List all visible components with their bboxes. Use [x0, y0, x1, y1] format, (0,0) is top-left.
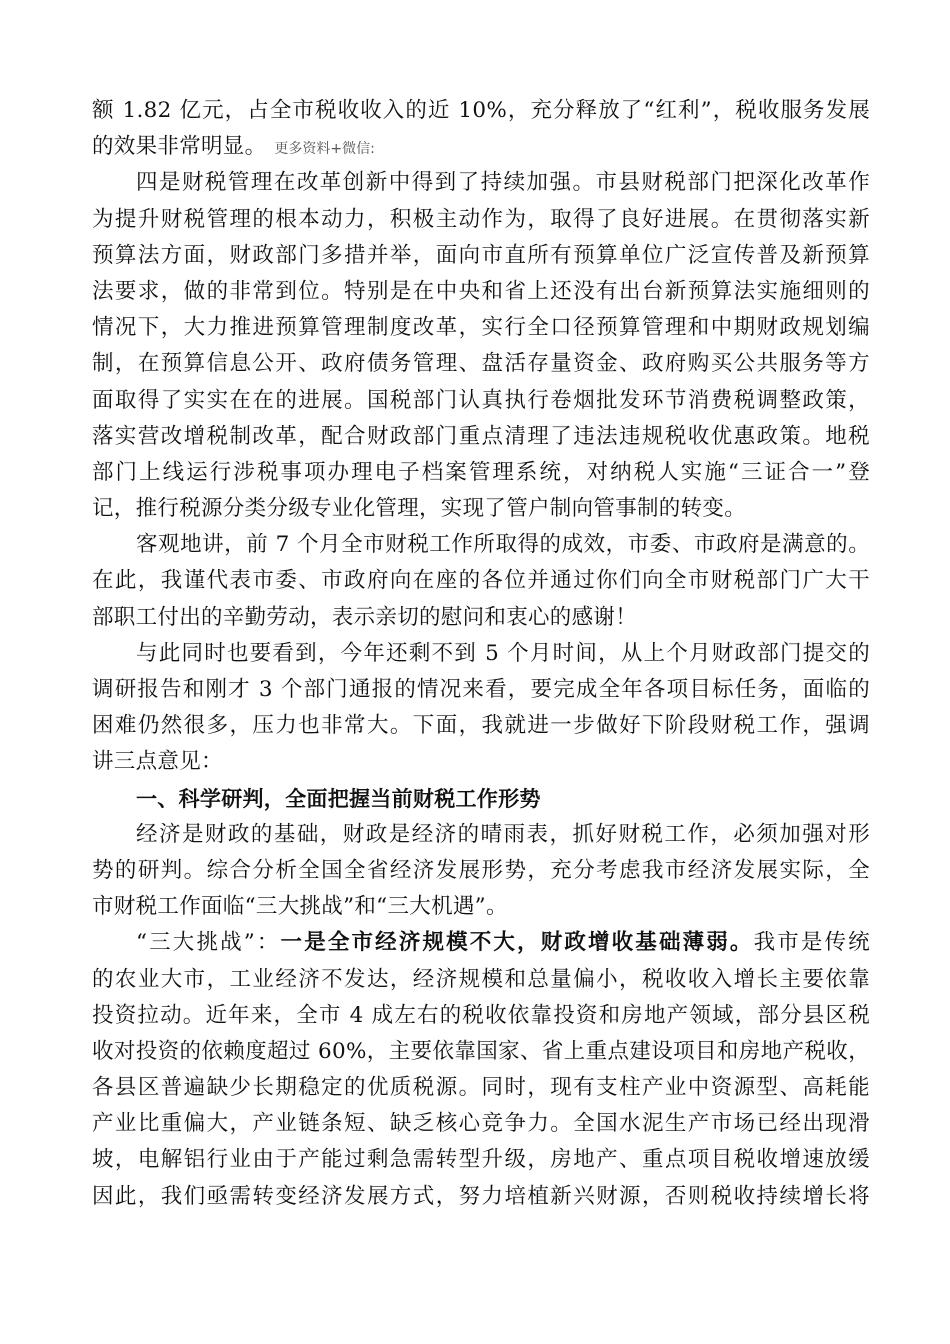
text-line: 讲三点意见：: [92, 749, 223, 775]
text-line: 额 1.82 亿元，占全市税收收入的近 10%，充分释放了“红利”，税收服务发展: [92, 98, 870, 123]
paragraph-start: 经济是财政的基础，财政是经济的晴雨表，抓好财税工作，必须加强对形: [136, 821, 870, 847]
text-line: 落实营改增税制改革，配合财政部门重点清理了违法违规税收优惠政策。地税: [92, 423, 870, 449]
text-line: 部门上线运行涉税事项办理电子档案管理系统，对纳税人实施“三证合一”登: [92, 459, 870, 485]
text-line: 投资拉动。近年来，全市 4 成左右的税收依靠投资和房地产领域，部分县区税: [92, 1002, 870, 1028]
paragraph-start: 客观地讲，前 7 个月全市财税工作所取得的成效，市委、市政府是满意的。: [136, 532, 870, 558]
text-line: 记，推行税源分类分级专业化管理，实现了管户制向管事制的转变。: [92, 496, 747, 522]
text-line: 产业比重偏大，产业链条短、缺乏核心竞争力。全国水泥生产市场已经出现滑: [92, 1111, 870, 1137]
text-line: 情况下，大力推进预算管理制度改革，实行全口径预算管理和中期财政规划编: [92, 315, 870, 341]
document-page: [92, 93, 870, 1215]
text-line: 部职工付出的辛勤劳动，表示亲切的慰问和衷心的感谢！: [92, 604, 638, 630]
text-line: 坡，电解铝行业由于产能过剩急需转型升级，房地产、重点项目税收增速放缓: [92, 1147, 870, 1173]
text-line: 的农业大市，工业经济不发达，经济规模和总量偏小，税收收入增长主要依靠: [92, 966, 870, 992]
text-line: 法要求，做的非常到位。特别是在中央和省上还没有出台新预算法实施细则的: [92, 278, 870, 304]
text-line: [92, 129, 870, 165]
text-segment: 的效果非常明显。: [92, 134, 267, 160]
text-line: 势的研判。综合分析全国全省经济发展形势，充分考虑我市经济发展实际，全: [92, 857, 870, 883]
section-heading: 一、科学研判，全面把握当前财税工作形势: [136, 786, 541, 811]
text-line: 困难仍然很多，压力也非常大。下面，我就进一步做好下阶段财税工作，强调: [92, 713, 870, 739]
text-segment: 我市是传统: [753, 930, 870, 956]
text-line: 在此，我谨代表市委、市政府向在座的各位并通过你们向全市财税部门广大干: [92, 568, 870, 594]
text-segment: “三大挑战”：: [136, 930, 281, 956]
text-line: 各县区普遍缺少长期稳定的优质税源。同时，现有支柱产业中资源型、高耗能: [92, 1075, 870, 1101]
text-line: 预算法方面，财政部门多措并举，面向市直所有预算单位广泛宣传普及新预算: [92, 242, 870, 268]
text-line: 因此，我们亟需转变经济发展方式，努力培植新兴财源，否则税收持续增长将: [92, 1183, 870, 1209]
text-line: 为提升财税管理的根本动力，积极主动作为，取得了良好进展。在贯彻落实新: [92, 206, 870, 232]
text-line: 市财税工作面临“三大挑战”和“三大机遇”。: [92, 894, 508, 920]
paragraph-start: 四是财税管理在改革创新中得到了持续加强。市县财税部门把深化改革作: [136, 170, 870, 196]
text-line: 收对投资的依赖度超过 60%，主要依靠国家、省上重点建设项目和房地产税收，: [92, 1038, 870, 1064]
paragraph-start: 与此同时也要看到，今年还剩不到 5 个月时间，从上个月财政部门提交的: [136, 640, 870, 666]
bold-emphasis: 一是全市经济规模不大，财政增收基础薄弱。: [280, 930, 754, 956]
text-line: 制，在预算信息公开、政府债务管理、盘活存量资金、政府购买公共服务等方: [92, 351, 870, 377]
text-line: 面取得了实实在在的进展。国税部门认真执行卷烟批发环节消费税调整政策，: [92, 387, 870, 413]
paragraph-start: [92, 925, 870, 961]
contact-note: 更多资料+微信:: [274, 141, 375, 158]
text-line: 调研报告和刚才 3 个部门通报的情况来看，要完成全年各项目标任务，面临的: [92, 677, 870, 702]
